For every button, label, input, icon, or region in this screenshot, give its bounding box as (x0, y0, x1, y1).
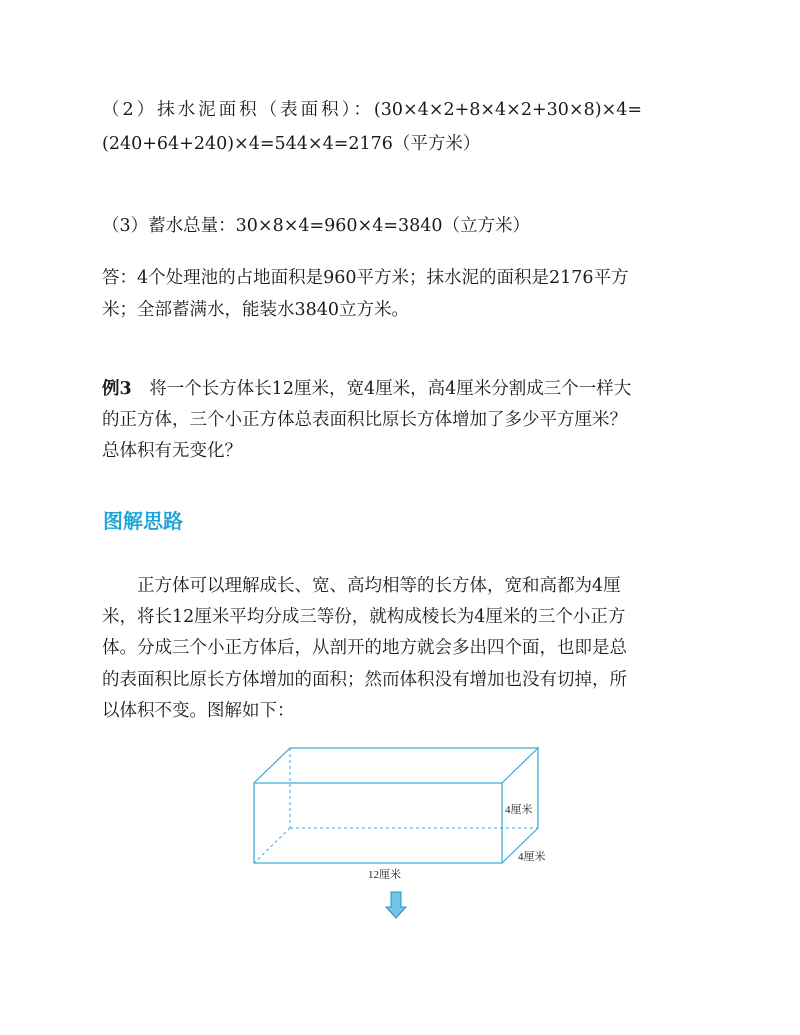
cuboid-figure (240, 740, 570, 930)
height-label: 4厘米 (505, 804, 533, 816)
example3-label: 例3 (102, 379, 132, 399)
hidden-edge-depth (254, 828, 290, 863)
section-heading: 图解思路 (103, 509, 183, 533)
paragraph-line-5: 以体积不变。图解如下： (102, 701, 295, 721)
part2-line-2: (240+64+240)×4=544×4=2176（平方米） (102, 134, 481, 154)
part2-label: （2）抹水泥面积（表面积）： (102, 100, 374, 120)
length-label: 12厘米 (368, 869, 401, 881)
cuboid-front-face (254, 783, 502, 863)
part3-line: （3）蓄水总量：30×8×4=960×4=3840（立方米） (102, 216, 531, 236)
paragraph-line-1: 正方体可以理解成长、宽、高均相等的长方体，宽和高都为4厘 (102, 576, 621, 596)
width-label: 4厘米 (518, 851, 546, 863)
example3-line-1 (102, 377, 631, 401)
part2-expression: (30×4×2+8×4×2+30×8)×4= (373, 100, 642, 120)
paragraph-line-3: 体。分成三个小正方体后，从剖开的地方就会多出四个面，也即是总 (102, 638, 627, 658)
answer-line-1: 答：4个处理池的占地面积是960平方米；抹水泥的面积是2176平方 (102, 268, 629, 288)
down-arrow-shape (386, 892, 406, 918)
example3-line-2: 的正方体，三个小正方体总表面积比原长方体增加了多少平方厘米？ (102, 410, 627, 430)
cuboid-top-face (254, 748, 538, 783)
example3-line-3: 总体积有无变化？ (102, 441, 242, 461)
answer-line-2: 米；全部蓄满水，能装水3840立方米。 (102, 300, 410, 320)
paragraph-line-4: 的表面积比原长方体增加的面积；然而体积没有增加也没有切掉，所 (102, 670, 627, 690)
example3-text-1: 将一个长方体长12厘米，宽4厘米，高4厘米分割成三个一样大 (149, 379, 632, 399)
down-arrow-icon (386, 892, 406, 918)
paragraph-line-2: 米，将长12厘米平均分成三等份，就构成棱长为4厘米的三个小正方 (102, 607, 626, 627)
cuboid-visible-edges (254, 748, 538, 863)
cuboid-hidden-edges (254, 748, 538, 863)
part2-line-1 (102, 98, 642, 122)
